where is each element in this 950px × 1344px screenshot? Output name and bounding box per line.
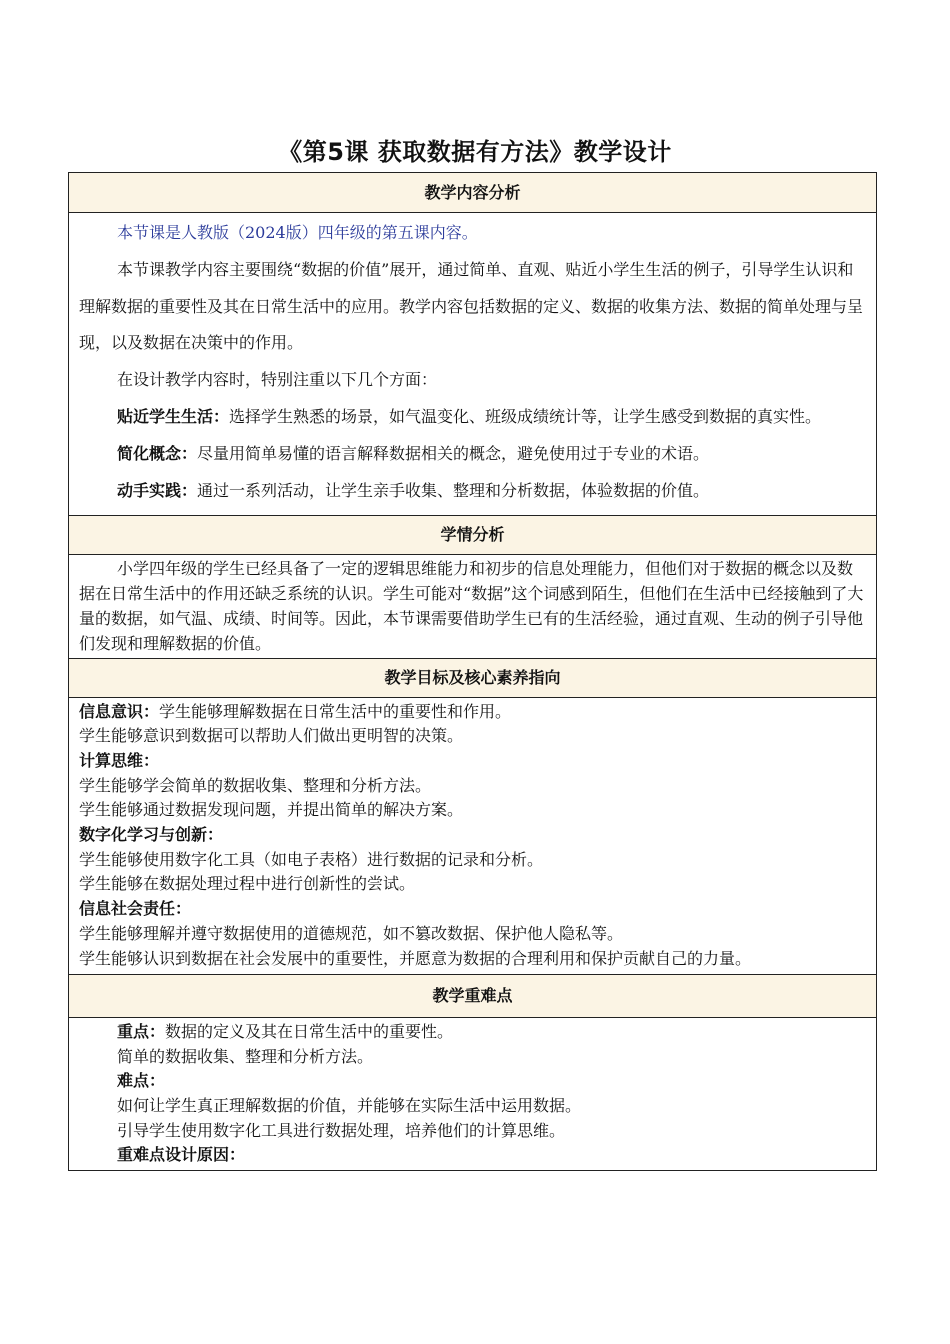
content-analysis-body xyxy=(69,213,877,516)
difficulty-text: 如何让学生真正理解数据的价值，并能够在实际生活中运用数据。 xyxy=(117,1096,582,1116)
point-text: 选择学生熟悉的场景，如气温变化、班级成绩统计等，让学生感受到数据的真实性。 xyxy=(229,406,822,426)
point-label: 简化概念： xyxy=(117,443,198,463)
objectives-body xyxy=(69,697,877,975)
difficulty-text: 引导学生使用数字化工具进行数据处理，培养他们的计算思维。 xyxy=(117,1120,566,1140)
objective-text: 学生能够理解数据在日常生活中的重要性和作用。 xyxy=(159,701,512,721)
design-paragraph: 在设计教学内容时，特别注重以下几个方面： xyxy=(117,370,438,390)
key-points-body xyxy=(69,1018,877,1171)
section-body-row xyxy=(69,555,877,658)
section-header-row xyxy=(69,658,877,697)
point-text: 通过一系列活动，让学生亲手收集、整理和分析数据，体验数据的价值。 xyxy=(197,480,710,500)
section-body-row xyxy=(69,1018,877,1171)
key-text: 简单的数据收集、整理和分析方法。 xyxy=(117,1046,374,1066)
key-text: 数据的定义及其在日常生活中的重要性。 xyxy=(165,1022,454,1042)
point-label: 贴近学生生活： xyxy=(117,406,230,426)
point-life xyxy=(79,399,866,436)
section-header-objectives: 教学目标及核心素养指向 xyxy=(69,658,877,697)
learner-analysis-body xyxy=(69,555,877,658)
section-header-learner-analysis: 学情分析 xyxy=(69,516,877,555)
key-label: 重点： xyxy=(117,1022,166,1042)
learner-paragraph: 小学四年级的学生已经具备了一定的逻辑思维能力和初步的信息处理能力，但他们对于数据的概念以及数据在日常生活中的作用还缺乏系统的认识。学生可能对“数据”这个词感到陌生，但他们在生活中已经接触到了大量的数据，如气温、成绩、时间等。因此，本节课需要借助学生已有的生活经验，通过直观、生动的例子引导他们发现和理解数据的价值。 xyxy=(79,559,864,653)
point-text: 尽量用简单易懂的语言解释数据相关的概念，避免使用过于专业的术语。 xyxy=(197,443,710,463)
objective-label: 信息意识： xyxy=(79,701,160,721)
difficulty-label: 难点： xyxy=(117,1071,166,1091)
objective-text: 学生能够在数据处理过程中进行创新性的尝试。 xyxy=(79,874,416,894)
objective-text: 学生能够使用数字化工具（如电子表格）进行数据的记录和分析。 xyxy=(79,849,544,869)
objective-label: 计算思维： xyxy=(79,750,160,770)
objective-text: 学生能够学会简单的数据收集、整理和分析方法。 xyxy=(79,775,432,795)
objective-text: 学生能够意识到数据可以帮助人们做出更明智的决策。 xyxy=(79,726,464,746)
section-body-row xyxy=(69,697,877,975)
intro-paragraph: 本节课是人教版（2024版）四年级的第五课内容。 xyxy=(117,223,478,242)
objective-text: 学生能够理解并遵守数据使用的道德规范，如不篡改数据、保护他人隐私等。 xyxy=(79,923,624,943)
key-line xyxy=(117,1020,866,1045)
objective-label: 数字化学习与创新： xyxy=(79,825,224,845)
objective-text: 学生能够认识到数据在社会发展中的重要性，并愿意为数据的合理利用和保护贡献自己的力量。 xyxy=(79,948,752,968)
document-title: 《第5课 获取数据有方法》教学设计 xyxy=(278,138,672,166)
design-reason-label: 重难点设计原因： xyxy=(117,1145,246,1165)
point-practice xyxy=(79,473,866,510)
objective-info-line xyxy=(79,700,866,725)
section-header-row xyxy=(69,173,877,213)
point-label: 动手实践： xyxy=(117,480,198,500)
section-header-content-analysis: 教学内容分析 xyxy=(69,173,877,213)
objective-label: 信息社会责任： xyxy=(79,899,192,919)
section-header-row xyxy=(69,516,877,555)
lesson-plan-table xyxy=(68,172,877,1171)
section-header-row xyxy=(69,975,877,1018)
content-paragraph: 本节课教学内容主要围绕“数据的价值”展开，通过简单、直观、贴近小学生生活的例子，引导学生认识和理解数据的重要性及其在日常生活中的应用。教学内容包括数据的定义、数据的收集方法、数据的简单处理与呈现，以及数据在决策中的作用。 xyxy=(79,259,864,353)
section-header-key-points: 教学重难点 xyxy=(69,975,877,1018)
objective-text: 学生能够通过数据发现问题，并提出简单的解决方案。 xyxy=(79,800,464,820)
point-simplify xyxy=(79,436,866,473)
section-body-row xyxy=(69,213,877,516)
